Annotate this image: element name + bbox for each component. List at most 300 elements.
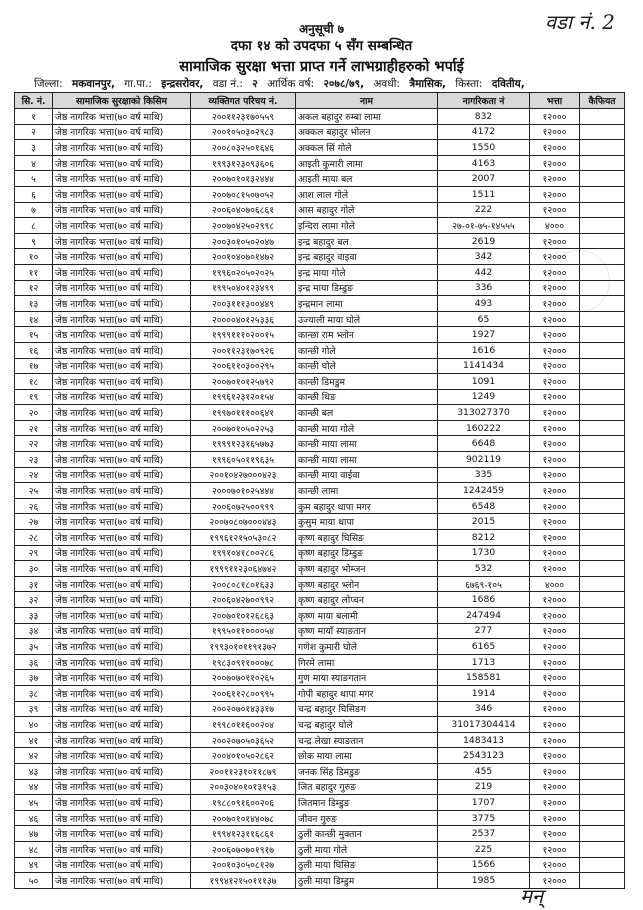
- cell-sn: ४८: [15, 841, 53, 857]
- cell-pid: २००७०१०१२६८६३: [191, 608, 296, 624]
- table-row: [15, 732, 625, 748]
- cell-sn: २६: [15, 498, 53, 514]
- cell-citizenship: 346: [438, 701, 530, 717]
- cell-amount: १२०००: [530, 140, 580, 156]
- cell-name: कृष्ण बहादुर लोप्चन: [296, 592, 438, 608]
- cell-name: गुण माया स्याङगतान: [296, 670, 438, 686]
- table-row: [15, 498, 625, 514]
- cell-citizenship: 65: [438, 311, 530, 327]
- cell-citizenship: 1985: [438, 873, 530, 889]
- cell-name: कान्छी माया वाईवा: [296, 467, 438, 483]
- cell-pid: २००४०१०५०२८६२: [191, 748, 296, 764]
- cell-pid: २००११२३१७०५५९: [191, 109, 296, 125]
- document-number: वडा नं. 2: [545, 10, 615, 34]
- cell-name: आइती कुमारी लामा: [296, 155, 438, 171]
- table-row: [15, 810, 625, 826]
- cell-remarks: [580, 264, 625, 280]
- cell-amount: १२०००: [530, 452, 580, 468]
- cell-remarks: [580, 124, 625, 140]
- cell-sn: ३७: [15, 670, 53, 686]
- cell-name: कान्छी लामा: [296, 483, 438, 499]
- cell-sn: ३८: [15, 685, 53, 701]
- cell-type: जेष्ठ नागरिक भत्ता(७० वर्ष माथि): [53, 608, 191, 624]
- cell-citizenship: 6165: [438, 639, 530, 655]
- table-row: [15, 514, 625, 530]
- cell-amount: १२०००: [530, 639, 580, 655]
- cell-pid: २००३०१०५०२०४७: [191, 233, 296, 249]
- cell-citizenship: २७-०१-७५-१४५५५: [438, 218, 530, 234]
- cell-remarks: [580, 342, 625, 358]
- cell-amount: १२०००: [530, 109, 580, 125]
- ward-label: वडा नं.:: [212, 78, 243, 90]
- cell-type: जेष्ठ नागरिक भत्ता(७० वर्ष माथि): [53, 873, 191, 889]
- cell-amount: १२०००: [530, 763, 580, 779]
- cell-type: जेष्ठ नागरिक भत्ता(७० वर्ष माथि): [53, 342, 191, 358]
- cell-type: जेष्ठ नागरिक भत्ता(७० वर्ष माथि): [53, 233, 191, 249]
- cell-citizenship: 8212: [438, 530, 530, 546]
- table-row: [15, 623, 625, 639]
- cell-type: जेष्ठ नागरिक भत्ता(७० वर्ष माथि): [53, 810, 191, 826]
- cell-remarks: [580, 514, 625, 530]
- cell-pid: २००६०४०७०६८६१: [191, 202, 296, 218]
- cell-type: जेष्ठ नागरिक भत्ता(७० वर्ष माथि): [53, 530, 191, 546]
- col-header-type: सामाजिक सुरक्षाको किसिम: [53, 93, 191, 109]
- cell-remarks: [580, 296, 625, 312]
- period-value: त्रैमासिक,: [409, 78, 446, 90]
- col-header-sn: सि. नं.: [15, 93, 53, 109]
- cell-type: जेष्ठ नागरिक भत्ता(७० वर्ष माथि): [53, 436, 191, 452]
- cell-sn: २०: [15, 405, 53, 421]
- cell-amount: १२०००: [530, 202, 580, 218]
- cell-amount: ४०००: [530, 576, 580, 592]
- table-row: [15, 358, 625, 374]
- cell-remarks: [580, 327, 625, 343]
- cell-type: जेष्ठ नागरिक भत्ता(७० वर्ष माथि): [53, 685, 191, 701]
- cell-type: जेष्ठ नागरिक भत्ता(७० वर्ष माथि): [53, 514, 191, 530]
- cell-citizenship: 6548: [438, 498, 530, 514]
- cell-amount: १२०००: [530, 467, 580, 483]
- cell-pid: १९९१०४१८००२८६: [191, 545, 296, 561]
- cell-name: कृष्ण माया बलामी: [296, 608, 438, 624]
- table-row: [15, 561, 625, 577]
- table-row: [15, 389, 625, 405]
- cell-amount: १२०००: [530, 826, 580, 842]
- cell-pid: २००६११२८००९९५: [191, 685, 296, 701]
- cell-sn: ४४: [15, 779, 53, 795]
- cell-type: जेष्ठ नागरिक भत्ता(७० वर्ष माथि): [53, 545, 191, 561]
- cell-name: कान्छी गोले: [296, 342, 438, 358]
- kista-field: [455, 78, 524, 90]
- cell-name: गणेश कुमारी घोले: [296, 639, 438, 655]
- fy-field: [267, 78, 364, 90]
- table-row: [15, 483, 625, 499]
- gapa-label: गा.पा.:: [124, 78, 152, 90]
- cell-remarks: [580, 280, 625, 296]
- cell-sn: ४६: [15, 810, 53, 826]
- cell-citizenship: ६७६९-१०५: [438, 576, 530, 592]
- cell-citizenship: 1242459: [438, 483, 530, 499]
- cell-sn: ४२: [15, 748, 53, 764]
- cell-type: जेष्ठ नागरिक भत्ता(७० वर्ष माथि): [53, 639, 191, 655]
- table-row: [15, 436, 625, 452]
- cell-type: जेष्ठ नागरिक भत्ता(७० वर्ष माथि): [53, 623, 191, 639]
- cell-type: जेष्ठ नागरिक भत्ता(७० वर्ष माथि): [53, 763, 191, 779]
- table-row: [15, 374, 625, 390]
- table-row: [15, 795, 625, 811]
- cell-type: जेष्ठ नागरिक भत्ता(७० वर्ष माथि): [53, 140, 191, 156]
- table-row: [15, 701, 625, 717]
- cell-sn: ३१: [15, 576, 53, 592]
- cell-pid: १९८३०९११०००७८: [191, 654, 296, 670]
- cell-remarks: [580, 654, 625, 670]
- cell-pid: २००१०३०५०८१२७: [191, 857, 296, 873]
- cell-pid: १९९६०५०११९६३५: [191, 452, 296, 468]
- cell-name: इन्द्र बहादुर बल: [296, 233, 438, 249]
- cell-amount: १२०००: [530, 342, 580, 358]
- cell-sn: २३: [15, 452, 53, 468]
- cell-remarks: [580, 436, 625, 452]
- schedule-label: अनुसूची ७: [298, 22, 345, 36]
- cell-name: अक्कल बहादुर भोलन: [296, 124, 438, 140]
- cell-type: जेष्ठ नागरिक भत्ता(७० वर्ष माथि): [53, 327, 191, 343]
- cell-pid: १९९७०१११००६४१: [191, 405, 296, 421]
- cell-name: जनक सिंह डिमडुङ: [296, 763, 438, 779]
- cell-sn: ३५: [15, 639, 53, 655]
- cell-citizenship: 225: [438, 841, 530, 857]
- cell-name: कान्छी माया लामा: [296, 436, 438, 452]
- cell-pid: २००७०४२५०२९९८: [191, 218, 296, 234]
- cell-name: इन्द्र माया गोले: [296, 264, 438, 280]
- table-header-row: [15, 93, 625, 109]
- period-label: अवधी:: [373, 78, 400, 90]
- cell-name: ठुली माया गोले: [296, 841, 438, 857]
- cell-amount: १२०००: [530, 810, 580, 826]
- cell-amount: १२०००: [530, 701, 580, 717]
- cell-amount: १२०००: [530, 592, 580, 608]
- table-row: [15, 155, 625, 171]
- cell-citizenship: 336: [438, 280, 530, 296]
- cell-citizenship: 1249: [438, 389, 530, 405]
- cell-citizenship: 2015: [438, 514, 530, 530]
- table-row: [15, 670, 625, 686]
- cell-name: कान्छी थिङ: [296, 389, 438, 405]
- cell-type: जेष्ठ नागरिक भत्ता(७० वर्ष माथि): [53, 654, 191, 670]
- cell-pid: २००६०७२५००९९९: [191, 498, 296, 514]
- cell-pid: २००७०८१५०७०५२: [191, 186, 296, 202]
- cell-sn: ६: [15, 186, 53, 202]
- cell-citizenship: 1566: [438, 857, 530, 873]
- cell-pid: २००११२३१७०९२६: [191, 342, 296, 358]
- cell-sn: १८: [15, 374, 53, 390]
- cell-amount: १२०००: [530, 405, 580, 421]
- cell-name: कान्छी माया गोले: [296, 420, 438, 436]
- cell-remarks: [580, 873, 625, 889]
- cell-citizenship: 2619: [438, 233, 530, 249]
- cell-sn: ५: [15, 171, 53, 187]
- table-row: [15, 186, 625, 202]
- cell-remarks: [580, 608, 625, 624]
- cell-name: जीवन गुरुङ: [296, 810, 438, 826]
- cell-sn: १७: [15, 358, 53, 374]
- cell-amount: १२०००: [530, 608, 580, 624]
- cell-pid: १९९९११२३०६४७४२: [191, 561, 296, 577]
- cell-sn: ४३: [15, 763, 53, 779]
- cell-pid: २००६०७०७०१९१७: [191, 841, 296, 857]
- cell-sn: ३३: [15, 608, 53, 624]
- cell-remarks: [580, 233, 625, 249]
- cell-remarks: [580, 701, 625, 717]
- cell-citizenship: 902119: [438, 452, 530, 468]
- table-row: [15, 748, 625, 764]
- cell-citizenship: 158581: [438, 670, 530, 686]
- beneficiary-table: [14, 92, 625, 889]
- ward-value: २: [252, 78, 258, 90]
- table-row: [15, 233, 625, 249]
- cell-citizenship: 493: [438, 296, 530, 312]
- cell-name: अकल बहादुर रुम्बा लामा: [296, 109, 438, 125]
- cell-amount: १२०००: [530, 857, 580, 873]
- district-value: मकवानपुर,: [71, 78, 115, 90]
- cell-amount: १२०००: [530, 420, 580, 436]
- table-row: [15, 405, 625, 421]
- cell-sn: ३४: [15, 623, 53, 639]
- cell-remarks: [580, 249, 625, 265]
- cell-remarks: [580, 530, 625, 546]
- cell-sn: ८: [15, 218, 53, 234]
- fy-value: २०७८/७९,: [323, 78, 365, 90]
- cell-remarks: [580, 826, 625, 842]
- cell-remarks: [580, 841, 625, 857]
- cell-remarks: [580, 202, 625, 218]
- cell-pid: २००६०४२७००९९२: [191, 592, 296, 608]
- cell-amount: १२०००: [530, 124, 580, 140]
- cell-pid: २००१०५०३०२९८३: [191, 124, 296, 140]
- cell-remarks: [580, 763, 625, 779]
- cell-sn: ७: [15, 202, 53, 218]
- cell-citizenship: 160222: [438, 420, 530, 436]
- cell-pid: २००१०४२७०००४२३: [191, 467, 296, 483]
- cell-remarks: [580, 748, 625, 764]
- gapa-value: इन्द्रसरोवर,: [161, 78, 204, 90]
- cell-pid: २००८०८१८०१६३३: [191, 576, 296, 592]
- cell-remarks: [580, 779, 625, 795]
- cell-amount: १२०००: [530, 873, 580, 889]
- table-row: [15, 826, 625, 842]
- cell-amount: १२०००: [530, 389, 580, 405]
- cell-amount: १२०००: [530, 717, 580, 733]
- cell-pid: २००२०७०१४३३१७: [191, 701, 296, 717]
- cell-pid: १९९४१२१५०१११३७: [191, 873, 296, 889]
- cell-citizenship: 2537: [438, 826, 530, 842]
- cell-name: कृष्ण बहादुर डिम्डुङ: [296, 545, 438, 561]
- cell-remarks: [580, 358, 625, 374]
- gapa-field: [124, 78, 203, 90]
- cell-pid: १९९६१२३१२०१५४: [191, 389, 296, 405]
- cell-amount: १२०००: [530, 530, 580, 546]
- cell-type: जेष्ठ नागरिक भत्ता(७० वर्ष माथि): [53, 748, 191, 764]
- cell-pid: २००६११०३००२९५: [191, 358, 296, 374]
- cell-pid: २००७०१०१३२४४४: [191, 171, 296, 187]
- cell-remarks: [580, 467, 625, 483]
- cell-name: कृष्ण बहादुर भ्लोन: [296, 576, 438, 592]
- cell-citizenship: 1141434: [438, 358, 530, 374]
- cell-amount: १२०००: [530, 311, 580, 327]
- cell-remarks: [580, 732, 625, 748]
- table-row: [15, 857, 625, 873]
- cell-pid: १९९६१२१५०५३०८२: [191, 530, 296, 546]
- cell-type: जेष्ठ नागरिक भत्ता(७० वर्ष माथि): [53, 576, 191, 592]
- table-row: [15, 763, 625, 779]
- cell-sn: २८: [15, 530, 53, 546]
- cell-name: आश लाल गोले: [296, 186, 438, 202]
- cell-type: जेष्ठ नागरिक भत्ता(७० वर्ष माथि): [53, 124, 191, 140]
- cell-sn: ३०: [15, 561, 53, 577]
- cell-citizenship: 1511: [438, 186, 530, 202]
- cell-remarks: [580, 405, 625, 421]
- cell-type: जेष्ठ नागरिक भत्ता(७० वर्ष माथि): [53, 405, 191, 421]
- cell-remarks: [580, 576, 625, 592]
- cell-remarks: [580, 109, 625, 125]
- cell-sn: १२: [15, 280, 53, 296]
- cell-sn: १६: [15, 342, 53, 358]
- cell-pid: २००२०७०५०३६५२: [191, 732, 296, 748]
- cell-type: जेष्ठ नागरिक भत्ता(७० वर्ष माथि): [53, 467, 191, 483]
- cell-sn: ५०: [15, 873, 53, 889]
- cell-citizenship: 247494: [438, 608, 530, 624]
- cell-amount: १२०००: [530, 280, 580, 296]
- cell-name: इन्द्रमान लामा: [296, 296, 438, 312]
- table-row: [15, 327, 625, 343]
- cell-name: इन्दिरा लामा गोले: [296, 218, 438, 234]
- cell-citizenship: 832: [438, 109, 530, 125]
- cell-name: कुम बहादुर थापा मगर: [296, 498, 438, 514]
- cell-name: कान्छी बल: [296, 405, 438, 421]
- cell-remarks: [580, 592, 625, 608]
- cell-sn: ३९: [15, 701, 53, 717]
- cell-type: जेष्ठ नागरिक भत्ता(७० वर्ष माथि): [53, 561, 191, 577]
- cell-sn: १९: [15, 389, 53, 405]
- cell-amount: १२०००: [530, 233, 580, 249]
- cell-name: उज्याली माया घोले: [296, 311, 438, 327]
- cell-remarks: [580, 810, 625, 826]
- table-row: [15, 296, 625, 312]
- col-header-name: नाम: [296, 93, 438, 109]
- cell-name: कान्छी डिमडुम: [296, 374, 438, 390]
- cell-amount: १२०००: [530, 264, 580, 280]
- cell-citizenship: 1091: [438, 374, 530, 390]
- cell-amount: १२०००: [530, 779, 580, 795]
- cell-pid: १९९३०१०११९१३७२: [191, 639, 296, 655]
- cell-type: जेष्ठ नागरिक भत्ता(७० वर्ष माथि): [53, 732, 191, 748]
- cell-type: जेष्ठ नागरिक भत्ता(७० वर्ष माथि): [53, 389, 191, 405]
- cell-remarks: [580, 389, 625, 405]
- cell-sn: २५: [15, 483, 53, 499]
- cell-amount: १२०००: [530, 296, 580, 312]
- cell-name: कृष्ण बहादुर भोम्जन: [296, 561, 438, 577]
- cell-citizenship: 455: [438, 763, 530, 779]
- cell-sn: १: [15, 109, 53, 125]
- cell-type: जेष्ठ नागरिक भत्ता(७० वर्ष माथि): [53, 109, 191, 125]
- cell-remarks: [580, 623, 625, 639]
- cell-type: जेष्ठ नागरिक भत्ता(७० वर्ष माथि): [53, 202, 191, 218]
- table-row: [15, 685, 625, 701]
- table-row: [15, 311, 625, 327]
- period-field: [373, 78, 446, 90]
- kista-label: किस्ता:: [455, 78, 483, 90]
- cell-type: जेष्ठ नागरिक भत्ता(७० वर्ष माथि): [53, 374, 191, 390]
- cell-sn: १३: [15, 296, 53, 312]
- cell-sn: ४०: [15, 717, 53, 733]
- cell-remarks: [580, 795, 625, 811]
- cell-sn: २४: [15, 467, 53, 483]
- cell-type: जेष्ठ नागरिक भत्ता(७० वर्ष माथि): [53, 218, 191, 234]
- cell-type: जेष्ठ नागरिक भत्ता(७० वर्ष माथि): [53, 296, 191, 312]
- cell-citizenship: 1914: [438, 685, 530, 701]
- cell-amount: १२०००: [530, 623, 580, 639]
- cell-sn: १०: [15, 249, 53, 265]
- col-header-citizenship: नागरिकता नं: [438, 93, 530, 109]
- cell-name: चन्द्र बहादुर घिसिङग: [296, 701, 438, 717]
- cell-type: जेष्ठ नागरिक भत्ता(७० वर्ष माथि): [53, 452, 191, 468]
- cell-pid: १९९६०२०५०२०२५: [191, 264, 296, 280]
- cell-pid: १९९९१२३१६५७७३: [191, 436, 296, 452]
- cell-pid: १९९३१२३०९३६०६: [191, 155, 296, 171]
- cell-amount: १२०००: [530, 171, 580, 187]
- cell-citizenship: 4172: [438, 124, 530, 140]
- cell-remarks: [580, 639, 625, 655]
- cell-remarks: [580, 311, 625, 327]
- cell-sn: ४७: [15, 826, 53, 842]
- fy-label: आर्थिक वर्ष:: [267, 78, 315, 90]
- cell-type: जेष्ठ नागरिक भत्ता(७० वर्ष माथि): [53, 186, 191, 202]
- cell-citizenship: 2007: [438, 171, 530, 187]
- cell-remarks: [580, 498, 625, 514]
- cell-amount: १२०००: [530, 685, 580, 701]
- table-row: [15, 342, 625, 358]
- cell-type: जेष्ठ नागरिक भत्ता(७० वर्ष माथि): [53, 826, 191, 842]
- cell-remarks: [580, 670, 625, 686]
- cell-citizenship: 31017304414: [438, 717, 530, 733]
- table-row: [15, 452, 625, 468]
- cell-remarks: [580, 374, 625, 390]
- table-row: [15, 280, 625, 296]
- cell-citizenship: 3775: [438, 810, 530, 826]
- cell-citizenship: 219: [438, 779, 530, 795]
- table-row: [15, 592, 625, 608]
- cell-name: कुसुम माया थापा: [296, 514, 438, 530]
- district-field: [34, 78, 115, 90]
- cell-remarks: [580, 420, 625, 436]
- cell-amount: ४०००: [530, 218, 580, 234]
- table-row: [15, 608, 625, 624]
- cell-pid: २००१०४०७०१४७२: [191, 249, 296, 265]
- cell-citizenship: 4163: [438, 155, 530, 171]
- cell-citizenship: 335: [438, 467, 530, 483]
- cell-pid: २००८०३२५०१६४६: [191, 140, 296, 156]
- cell-remarks: [580, 717, 625, 733]
- cell-sn: ३२: [15, 592, 53, 608]
- cell-amount: १२०००: [530, 841, 580, 857]
- cell-citizenship: 532: [438, 561, 530, 577]
- cell-pid: १९९५०११००००५४: [191, 623, 296, 639]
- cell-sn: ४: [15, 155, 53, 171]
- cell-pid: १९९४१२३११६८६१: [191, 826, 296, 842]
- col-header-remarks: कैफियत: [580, 93, 625, 109]
- cell-type: जेष्ठ नागरिक भत्ता(७० वर्ष माथि): [53, 171, 191, 187]
- table-row: [15, 202, 625, 218]
- cell-citizenship: 1927: [438, 327, 530, 343]
- cell-pid: १९९९१११०२००१५: [191, 327, 296, 343]
